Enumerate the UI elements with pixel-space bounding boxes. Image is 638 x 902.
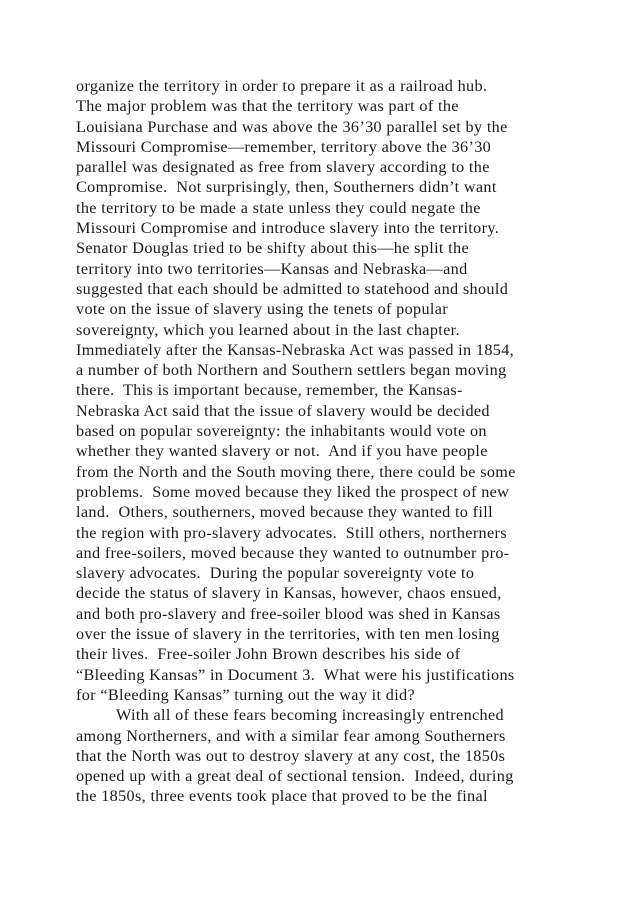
text-line: for “Bleeding Kansas” turning out the way it did? — [76, 685, 416, 704]
text-line: land. Others, southerners, moved because they wanted to fill — [76, 503, 493, 522]
text-line: problems. Some moved because they liked the prospect of new — [76, 482, 510, 501]
text-line: decide the status of slavery in Kansas, however, chaos ensued, — [76, 584, 502, 603]
text-line: territory into two territories—Kansas and Nebraska—and — [76, 259, 468, 278]
text-line: Compromise. Not surprisingly, then, Southerners didn’t want — [76, 178, 497, 197]
text-line: parallel was designated as free from slavery according to the — [76, 158, 490, 177]
text-line: Senator Douglas tried to be shifty about this—he split the — [76, 239, 470, 258]
text-line: The major problem was that the territory was part of the — [76, 97, 459, 116]
text-line: there. This is important because, remember, the Kansas- — [76, 381, 463, 400]
text-line: sovereignty, which you learned about in the last chapter. — [76, 320, 460, 339]
text-line: and free-soilers, moved because they wanted to outnumber pro- — [76, 543, 510, 562]
text-line: Nebraska Act said that the issue of slavery would be decided — [76, 401, 490, 420]
text-line: their lives. Free-soiler John Brown describes his side of — [76, 645, 461, 664]
text-line: vote on the issue of slavery using the tenets of popular — [76, 300, 449, 319]
text-line: Missouri Compromise—remember, territory above the 36’30 — [76, 137, 492, 156]
text-line: based on popular sovereignty: the inhabitants would vote on — [76, 422, 487, 441]
text-line: over the issue of slavery in the territories, with ten men losing — [76, 625, 500, 644]
paragraph-start-line: With all of these fears becoming increasingly entrenched — [116, 706, 504, 725]
text-line: the territory to be made a state unless they could negate the — [76, 198, 481, 217]
text-line: among Northerners, and with a similar fear among Southerners — [76, 726, 506, 745]
text-line: the region with pro-slavery advocates. Still others, northerners — [76, 523, 507, 542]
text-line: and both pro-slavery and free-soiler blood was shed in Kansas — [76, 604, 501, 623]
text-line: suggested that each should be admitted to statehood and should — [76, 279, 509, 298]
text-line: the 1850s, three events took place that proved to be the final — [76, 787, 488, 806]
text-line: opened up with a great deal of sectional tension. Indeed, during — [76, 767, 514, 786]
text-line: Missouri Compromise and introduce slavery into the territory. — [76, 219, 500, 238]
text-line: slavery advocates. During the popular sovereignty vote to — [76, 564, 475, 583]
text-line: “Bleeding Kansas” in Document 3. What were his justifications — [76, 665, 515, 684]
text-line: whether they wanted slavery or not. And if you have people — [76, 442, 488, 461]
text-line: that the North was out to destroy slavery at any cost, the 1850s — [76, 746, 506, 765]
text-line: Louisiana Purchase and was above the 36’30 parallel set by the — [76, 117, 508, 136]
body-text — [76, 76, 576, 807]
text-line: Immediately after the Kansas-Nebraska Act was passed in 1854, — [76, 340, 515, 359]
text-line: a number of both Northern and Southern settlers began moving — [76, 361, 507, 380]
text-line: organize the territory in order to prepare it as a railroad hub. — [76, 77, 488, 95]
text-line: from the North and the South moving there, there could be some — [76, 462, 516, 481]
